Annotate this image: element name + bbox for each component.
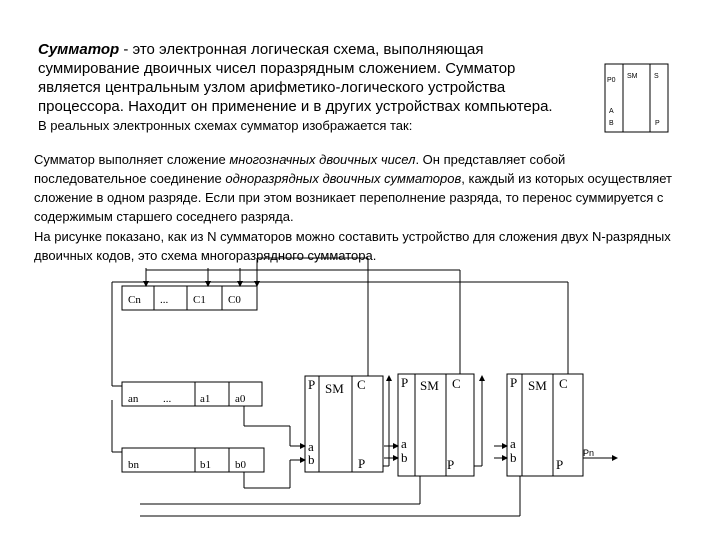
b-reg-b0: b0 [235,459,246,471]
c-reg-cn: Cn [128,294,141,306]
symbol-b: B [609,120,614,127]
a-reg-a0: a0 [235,393,246,405]
a-reg-dots: ... [163,393,172,405]
adder-1-b: b [401,450,408,465]
adder-2-a: a [510,436,516,451]
adder-0-c: C [357,377,366,392]
diagram-caption-paragraph: На рисунке показано, как из N сумматоров можно составить устройство для сложения двух N-разрядных двоичных кодов, это схема многоразрядного сумматора. [34,229,671,263]
c-reg-c1: C1 [193,294,206,306]
b-reg-bn: bn [128,459,139,471]
symbol-a: A [609,108,614,115]
intro-term: Сумматор [38,41,120,58]
p2-italic-1: многозначных двоичных чисел [229,152,416,167]
intro-small-text: В реальных электронных схемах сумматор изображается так: [38,118,413,133]
adder-0-p-out: P [358,456,366,471]
symbol-sm: SM [627,73,638,80]
adder-2-p-out: P [556,457,564,472]
adder-1-a: a [401,436,407,451]
p2-italic-2: одноразрядных двоичных сумматоров [225,171,462,186]
adder-0-sm: SM [325,381,344,396]
intro-text: - это электронная логическая схема, выполняющая суммирование двоичных чисел поразрядным сложением. Сумматор является центральным узлом арифметико-логического устройства процессора. Находит он применение и в других устройствах компьютера. [38,41,553,115]
adder-0-a: a [308,439,314,454]
a-reg-a1: a1 [200,393,211,405]
a-reg-an: an [128,393,139,405]
p2-text-3: , каждый из которых осуществляет сложение в одном разряде. Если при этом возникает переполнение разряда, то перенос суммируется с содержимым старшего соседнего разряда. [34,171,672,224]
symbol-p0: P0 [607,77,616,84]
adder-1-p-out: P [447,457,455,472]
adder-0-p-in: P [308,377,316,392]
adder-0 [305,376,383,472]
symbol-p: P [655,120,660,127]
adder-1-c: C [452,376,461,391]
symbol-s: S [654,73,659,80]
c-reg-c0: C0 [228,294,241,306]
adder-0-b: b [308,452,315,467]
p2-text-2: . Он представляет собой последовательное соединение [34,152,566,186]
adder-1-p-in: P [401,375,409,390]
overflow-pn: Pn [583,448,595,458]
adder-2-c: C [559,376,568,391]
b-reg-b1: b1 [200,459,211,471]
c-reg-dots: ... [160,294,169,306]
adder-2-p-in: P [510,375,518,390]
adder-1-sm: SM [420,378,439,393]
adder-2-sm: SM [528,378,547,393]
adder-2-b: b [510,450,517,465]
p2-text-1: Сумматор выполняет сложение [34,152,230,167]
